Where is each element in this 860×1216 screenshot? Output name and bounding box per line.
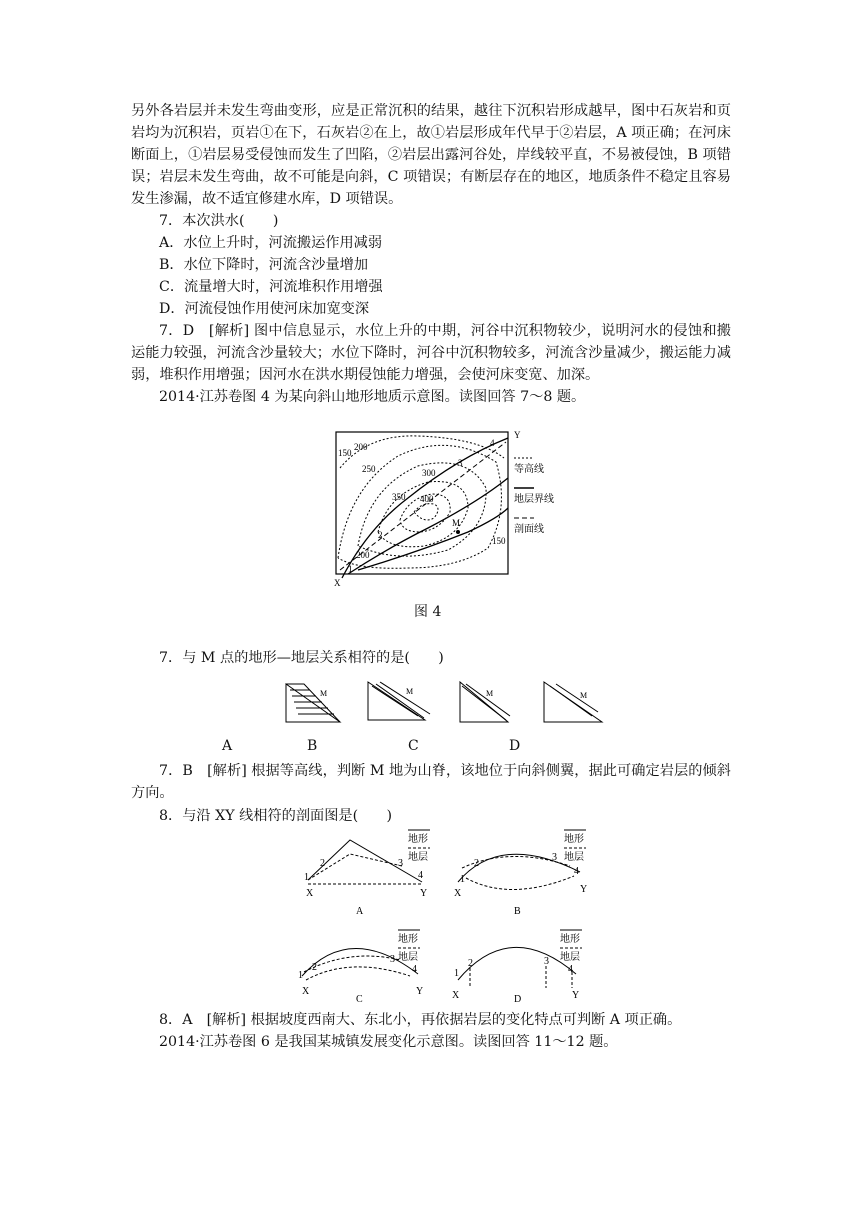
point-label-4: 4 [490, 438, 495, 448]
option-label-d: D [509, 738, 521, 754]
svg-text:Y: Y [420, 888, 428, 899]
svg-text:X: X [454, 888, 462, 899]
svg-text:M: M [580, 691, 588, 700]
m-point-options-diagrams [280, 676, 610, 728]
svg-text:M: M [406, 687, 414, 696]
contour-label-400: 400 [420, 494, 434, 504]
svg-text:X: X [306, 888, 314, 899]
svg-text:地层: 地层 [398, 952, 418, 963]
answer-paragraph-continued: 另外各岩层并未发生弯曲变形，应是正常沉积的结果，越往下沉积岩形成越早，图中石灰岩和页岩均为沉积岩，页岩①在下，石灰岩②在上，故①岩层形成年代早于②岩层，A 项正确；在河床断面上，①岩层易受侵蚀而发生了凹陷，②岩层出露河谷处，岸线较平直，不易被侵蚀，B 项错误；岩层未发生弯曲，故不可能是向斜，C 项错误；有断层存在的地区，地质条件不稳定且容易发生渗漏，故不适宜修建水库，D 项错误。 [131, 103, 731, 207]
svg-text:4: 4 [412, 964, 417, 975]
option-d: D．河流侵蚀作用使河床加宽变深 [159, 301, 370, 317]
question-8: 8．与沿 XY 线相符的剖面图是( ) [159, 808, 393, 824]
svg-text:地形: 地形 [564, 834, 584, 845]
svg-text:1: 1 [460, 874, 465, 885]
figure-4-caption: 图 4 [414, 604, 442, 620]
contour-label-200b: 200 [356, 550, 370, 560]
svg-text:M: M [320, 689, 328, 698]
svg-text:3: 3 [552, 852, 557, 863]
svg-text:地形: 地形 [398, 934, 418, 945]
intro-fig4: 2014·江苏卷图 4 为某向斜山地形地质示意图。读图回答 7～8 题。 [159, 389, 586, 405]
contour-label-200a: 200 [354, 442, 368, 452]
svg-text:地层: 地层 [564, 852, 584, 863]
option-b: B．水位下降时，河流含沙量增加 [159, 257, 369, 273]
svg-text:地形: 地形 [560, 934, 580, 945]
svg-text:1: 1 [298, 970, 303, 981]
svg-text:4: 4 [574, 866, 579, 877]
svg-text:4: 4 [568, 964, 573, 975]
svg-text:2: 2 [468, 958, 473, 969]
option-label-b: B [307, 738, 318, 754]
answer-7-flood: 7．D [解析] 图中信息显示，水位上升的中期，河谷中沉积物较少，说明河水的侵蚀和搬运能力较强，河流含沙量较大；水位下降时，河谷中沉积物较多，河流含沙量减少，搬运能力减弱，堆积作用增强；因河水在洪水期侵蚀能力增强，会使河床变宽、加深。 [131, 323, 731, 383]
option-c: C．流量增大时，河流堆积作用增强 [159, 279, 383, 295]
option-a: A．水位上升时，河流搬运作用减弱 [159, 235, 383, 251]
option-label-c: C [408, 738, 419, 754]
section-label-c: C [356, 994, 363, 1005]
cross-section-options [290, 826, 600, 1008]
point-label-1: 1 [348, 564, 353, 574]
svg-text:地层: 地层 [408, 852, 428, 863]
svg-text:4: 4 [418, 870, 423, 881]
contour-label-350: 350 [392, 492, 406, 502]
document-body [131, 100, 731, 408]
contour-label-300: 300 [422, 468, 436, 478]
question-7-m-point: 7．与 M 点的地形—地层关系相符的是( ) [159, 650, 444, 666]
svg-text:M: M [486, 689, 494, 698]
svg-text:Y: Y [580, 884, 588, 895]
svg-text:X: X [302, 986, 310, 997]
svg-text:地形: 地形 [408, 834, 428, 845]
contour-label-150a: 150 [338, 448, 352, 458]
svg-text:2: 2 [312, 962, 317, 973]
point-label-y: Y [514, 430, 521, 440]
svg-text:地层: 地层 [560, 952, 580, 963]
answer-7-m-point: 7．B [解析] 根据等高线，判断 M 地为山脊，该地位于向斜侧翼，据此可确定岩层的倾斜方向。 [131, 763, 731, 801]
option-label-a: A [222, 738, 233, 754]
section-label-b: B [514, 906, 521, 917]
legend-profile-line: 剖面线 [514, 524, 544, 535]
answer-8: 8．A [解析] 根据坡度西南大、东北小，再依据岩层的变化特点可判断 A 项正确。 [159, 1012, 682, 1028]
figure-4-contour-map [328, 428, 560, 590]
legend-stratum-boundary: 地层界线 [514, 494, 554, 505]
question-7-flood: 7．本次洪水( ) [159, 213, 279, 229]
point-label-3: 3 [458, 458, 463, 468]
section-label-a: A [356, 906, 364, 917]
intro-fig6: 2014·江苏卷图 6 是我国某城镇发展变化示意图。读图回答 11～12 题。 [159, 1034, 618, 1050]
svg-text:3: 3 [544, 956, 549, 967]
section-label-d: D [514, 994, 522, 1005]
contour-label-250: 250 [362, 464, 376, 474]
svg-text:1: 1 [454, 968, 459, 979]
svg-text:Y: Y [416, 986, 424, 997]
point-label-m: M [452, 518, 461, 528]
svg-text:3: 3 [390, 954, 395, 965]
legend-contour: 等高线 [514, 464, 544, 475]
svg-text:Y: Y [572, 990, 580, 1001]
point-label-2: 2 [378, 530, 383, 540]
svg-text:3: 3 [398, 858, 403, 869]
svg-text:2: 2 [320, 858, 325, 869]
svg-text:1: 1 [304, 872, 309, 883]
point-label-x: X [334, 578, 341, 588]
svg-text:X: X [452, 990, 460, 1001]
svg-text:2: 2 [474, 858, 479, 869]
contour-label-150b: 150 [492, 536, 506, 546]
